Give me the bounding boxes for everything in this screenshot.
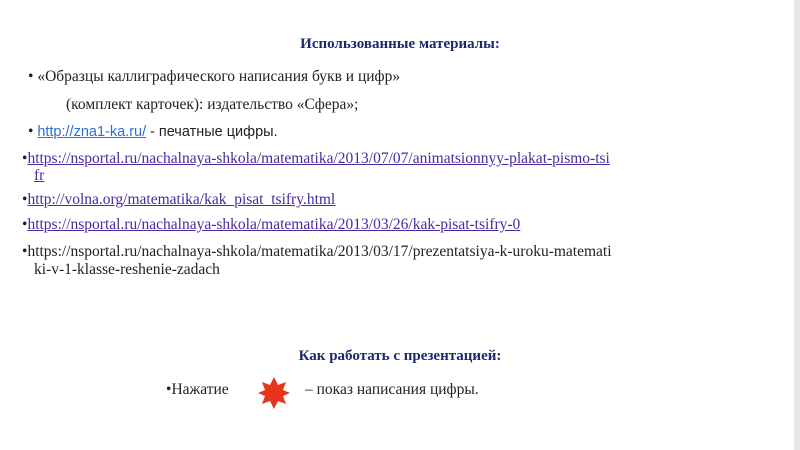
star-icon[interactable]	[257, 376, 291, 410]
item-text: «Образцы каллиграфического написания букв и цифр»	[37, 68, 401, 85]
item-text: https://nsportal.ru/nachalnaya-shkola/matematika/2013/03/17/prezentatsiya-k-uroku-matemati	[27, 243, 612, 260]
list-item-continuation: ki-v-1-klasse-reshenie-zadach	[34, 261, 220, 278]
how-after: – показ написания цифры.	[305, 381, 479, 398]
list-item	[28, 123, 278, 141]
list-item	[22, 191, 335, 209]
list-item	[22, 216, 520, 234]
list-item	[22, 243, 612, 261]
list-item-continuation: (комплект карточек): издательство «Сфера»;	[66, 96, 359, 113]
list-item	[22, 150, 610, 168]
list-item-continuation	[34, 167, 44, 185]
slide-edge	[794, 0, 800, 450]
how-heading: Как работать с презентацией:	[298, 348, 502, 364]
bullet: •	[28, 68, 34, 85]
bullet: •	[28, 123, 34, 140]
bullet: •	[22, 216, 28, 233]
link-nsportal-plakat-cont[interactable]: fr	[34, 167, 45, 184]
star-shape	[258, 377, 290, 409]
bullet: •	[22, 150, 28, 167]
how-line	[166, 381, 229, 399]
how-before: Нажатие	[171, 381, 229, 398]
bullet: •	[22, 191, 28, 208]
link-zna1ka[interactable]: http://zna1-ka.ru/	[37, 124, 147, 140]
link-nsportal-plakat[interactable]: https://nsportal.ru/nachalnaya-shkola/matematika/2013/07/07/animatsionnyy-plakat-pismo-tsi	[27, 150, 610, 167]
link-nsportal-kak-pisat[interactable]: https://nsportal.ru/nachalnaya-shkola/matematika/2013/03/26/kak-pisat-tsifry-0	[27, 216, 521, 233]
bullet: •	[22, 243, 28, 260]
bullet: •	[166, 381, 172, 398]
materials-heading: Использованные материалы:	[300, 36, 500, 52]
list-item	[28, 68, 400, 86]
link-volna[interactable]: http://volna.org/matematika/kak_pisat_tsifry.html	[27, 191, 336, 208]
item-suffix: - печатные цифры.	[150, 124, 278, 140]
